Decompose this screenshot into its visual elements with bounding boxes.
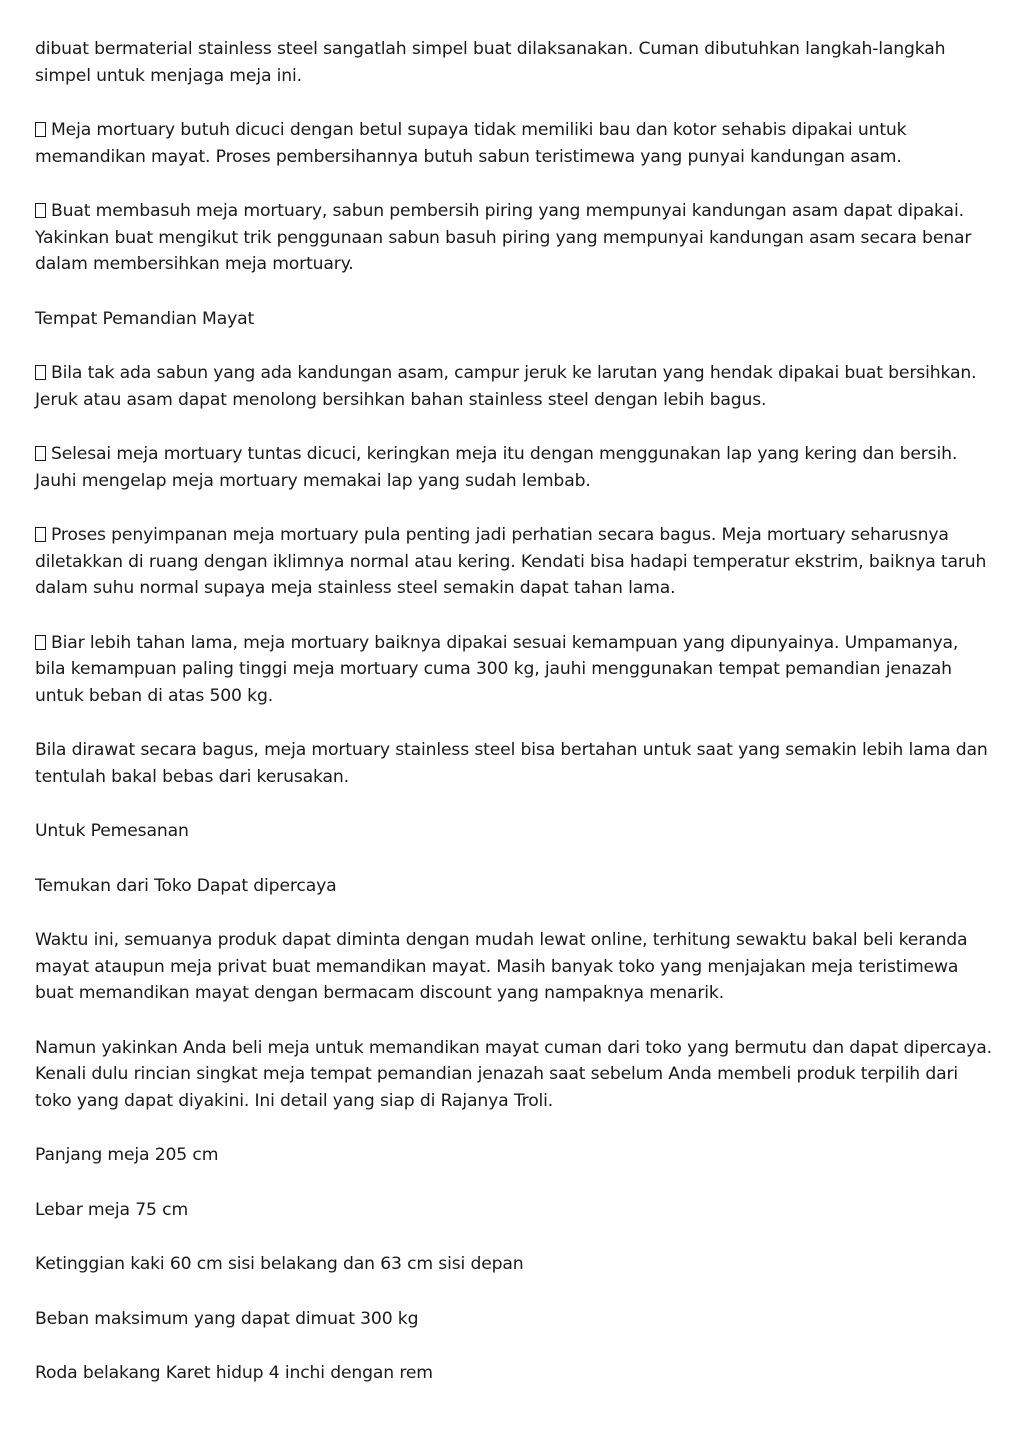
bullet-box-icon [35,203,46,218]
bullet-paragraph: Biar lebih tahan lama, meja mortuary baiknya dipakai sesuai kemampuan yang dipunyainya. Umpamanya, bila kemampuan paling tinggi meja mortuary cuma 300 kg, jauhi menggunakan tempat pemandian jenazah untuk beban di atas 500 kg. [35,632,959,706]
spec-item: Panjang meja 205 cm [35,1145,219,1165]
spec-item: Ketinggian kaki 60 cm sisi belakang dan 63 cm sisi depan [35,1254,524,1274]
section-heading: Untuk Pemesanan [35,821,189,841]
spec-item: Roda belakang Karet hidup 4 inchi dengan rem [35,1363,433,1383]
document-page [35,36,993,1415]
spec-item: Lebar meja 75 cm [35,1199,189,1220]
section-heading: Temukan dari Toko Dapat dipercaya [35,875,337,896]
bullet-paragraph: Selesai meja mortuary tuntas dicuci, keringkan meja itu dengan menggunakan lap yang kering dan bersih. Jauhi mengelap meja mortuary memakai lap yang sudah lembab. [35,444,958,491]
bullet-box-icon [35,365,46,380]
paragraph: Bila dirawat secara bagus, meja mortuary stainless steel bisa bertahan untuk saat yang semakin lebih lama dan tentulah bakal bebas dari kerusakan. [35,740,988,787]
paragraph: Waktu ini, semuanya produk dapat diminta dengan mudah lewat online, terhitung sewaktu bakal beli keranda mayat ataupun meja privat buat memandikan mayat. Masih banyak toko yang menjajakan meja teristimewa buat memandikan mayat dengan bermacam discount yang nampaknya menarik. [35,930,968,1003]
bullet-paragraph: Buat membasuh meja mortuary, sabun pembersih piring yang mempunyai kandungan asam dapat dipakai. Yakinkan buat mengikut trik penggunaan sabun basuh piring yang mempunyai kandungan asam secara benar dalam membersihkan meja mortuary. [35,201,972,274]
bullet-paragraph: Meja mortuary butuh dicuci dengan betul supaya tidak memiliki bau dan kotor sehabis dipakai untuk memandikan mayat. Proses pembersihannya butuh sabun teristimewa yang punyai kandungan asam. [35,120,907,167]
bullet-paragraph: Bila tak ada sabun yang ada kandungan asam, campur jeruk ke larutan yang hendak dipakai buat bersihkan. Jeruk atau asam dapat menolong bersihkan bahan stainless steel dengan lebih bagus. [35,363,977,410]
bullet-box-icon [35,635,46,650]
bullet-box-icon [35,122,46,137]
spec-item: Beban maksimum yang dapat dimuat 300 kg [35,1308,419,1329]
bullet-paragraph: Proses penyimpanan meja mortuary pula penting jadi perhatian secara bagus. Meja mortuary seharusnya diletakkan di ruang dengan iklimnya normal atau kering. Kendati bisa hadapi temperatur ekstrim, baiknya taruh dalam suhu normal supaya meja stainless steel semakin dapat tahan lama. [35,525,987,598]
section-heading: Tempat Pemandian Mayat [35,308,255,329]
paragraph: Namun yakinkan Anda beli meja untuk memandikan mayat cuman dari toko yang bermutu dan dapat dipercaya. Kenali dulu rincian singkat meja tempat pemandian jenazah saat sebelum Anda membeli produk terpilih dari toko yang dapat diyakini. Ini detail yang siap di Rajanya Troli. [35,1037,992,1111]
bullet-box-icon [35,446,46,461]
paragraph: dibuat bermaterial stainless steel sangatlah simpel buat dilaksanakan. Cuman dibutuhkan langkah-langkah simpel untuk menjaga meja ini. [35,39,946,86]
bullet-box-icon [35,527,46,542]
